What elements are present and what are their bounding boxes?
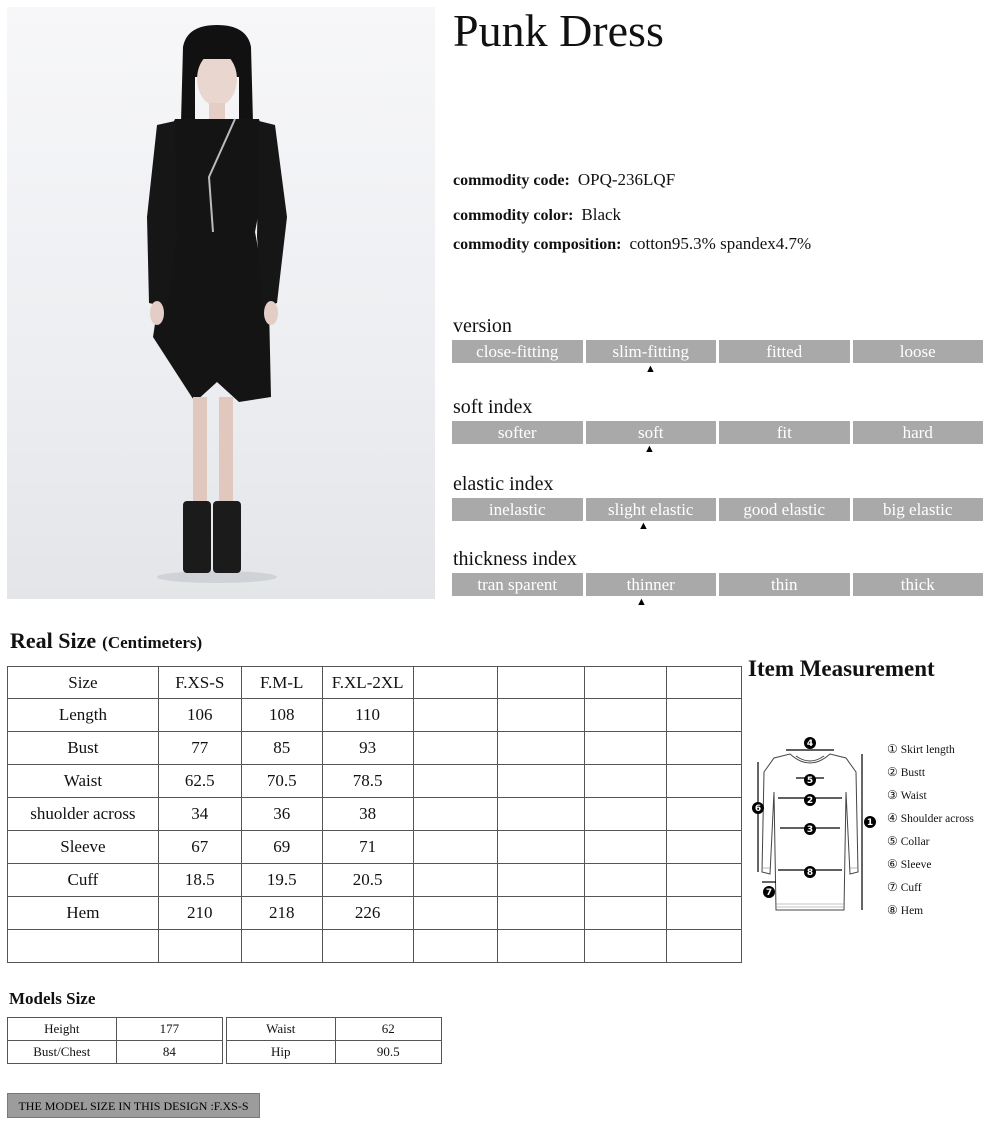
table-cell (667, 864, 742, 897)
table-cell (585, 930, 667, 963)
model-measure-value: 62 (335, 1018, 442, 1041)
commodity-color-label: commodity color: (453, 207, 574, 224)
table-cell (667, 765, 742, 798)
real-size-unit: (Centimeters) (102, 633, 203, 652)
dress-measurement-illustration (750, 732, 885, 917)
model-measure-label: Height (8, 1018, 117, 1041)
thickness-index-option: tran sparent (452, 573, 583, 596)
table-cell (498, 864, 585, 897)
table-row (227, 1041, 442, 1064)
models-size-title: Models Size (9, 989, 96, 1008)
table-row-label: Bust (8, 732, 159, 765)
models-size-table-left (7, 1017, 223, 1064)
table-cell (585, 864, 667, 897)
table-cell (498, 897, 585, 930)
soft-index-option: soft (586, 421, 717, 444)
real-size-table (7, 666, 742, 963)
table-cell (585, 732, 667, 765)
table-cell (498, 798, 585, 831)
table-cell (585, 897, 667, 930)
version-selected-marker: ▲ (645, 363, 656, 375)
table-header-cell (413, 667, 498, 699)
legend-item: ⑦ Cuff (887, 880, 922, 894)
table-cell (413, 930, 498, 963)
table-cell: 218 (241, 897, 322, 930)
table-cell: 34 (158, 798, 241, 831)
soft-index-option: softer (452, 421, 583, 444)
table-cell (667, 699, 742, 732)
elastic-index-option: inelastic (452, 498, 583, 521)
models-size-table-right (226, 1017, 442, 1064)
table-header-cell: F.XS-S (158, 667, 241, 699)
table-cell (585, 798, 667, 831)
table-cell (498, 699, 585, 732)
table-cell: 19.5 (241, 864, 322, 897)
table-cell: 210 (158, 897, 241, 930)
table-cell (667, 831, 742, 864)
elastic-index-selected-marker: ▲ (638, 520, 649, 532)
commodity-color-value: Black (581, 205, 622, 224)
item-measurement-title: Item Measurement (748, 656, 935, 681)
table-cell (585, 699, 667, 732)
table-cell: 38 (322, 798, 413, 831)
legend-item: ⑥ Sleeve (887, 857, 932, 871)
table-row (8, 699, 742, 732)
marker-3-label: 3 (806, 825, 814, 835)
model-measure-label: Hip (227, 1041, 336, 1064)
table-cell (413, 765, 498, 798)
thickness-index-selected-marker: ▲ (636, 596, 647, 608)
table-row-label (8, 930, 159, 963)
version-option: close-fitting (452, 340, 583, 363)
table-cell: 226 (322, 897, 413, 930)
table-cell (241, 930, 322, 963)
table-cell (667, 798, 742, 831)
model-illustration (7, 7, 435, 599)
table-cell: 71 (322, 831, 413, 864)
table-cell (322, 930, 413, 963)
table-header-cell (585, 667, 667, 699)
version-label: version (453, 315, 512, 337)
soft-index-label: soft index (453, 396, 533, 418)
table-row (8, 765, 742, 798)
table-cell: 77 (158, 732, 241, 765)
table-cell (498, 930, 585, 963)
soft-index-scale (452, 421, 983, 444)
version-option: loose (853, 340, 984, 363)
real-size-heading (10, 628, 202, 654)
table-cell (667, 930, 742, 963)
thickness-index-scale (452, 573, 983, 596)
table-row (8, 1041, 223, 1064)
table-cell: 18.5 (158, 864, 241, 897)
table-row (8, 864, 742, 897)
table-cell (413, 831, 498, 864)
table-cell (413, 798, 498, 831)
table-row (8, 732, 742, 765)
model-measure-label: Bust/Chest (8, 1041, 117, 1064)
table-cell (498, 732, 585, 765)
marker-5-label: 5 (806, 776, 814, 786)
measurement-diagram (750, 732, 885, 917)
table-cell (585, 765, 667, 798)
table-row (227, 1018, 442, 1041)
marker-8-label: 8 (806, 868, 814, 878)
table-cell: 93 (322, 732, 413, 765)
table-cell (498, 831, 585, 864)
marker-2-label: 2 (806, 796, 814, 806)
table-header-cell (667, 667, 742, 699)
table-cell: 78.5 (322, 765, 413, 798)
table-row (8, 798, 742, 831)
table-row-label: Length (8, 699, 159, 732)
table-cell (585, 831, 667, 864)
table-cell: 67 (158, 831, 241, 864)
table-row-label: shuolder across (8, 798, 159, 831)
elastic-index-option: good elastic (719, 498, 850, 521)
table-header-row (8, 667, 742, 699)
table-cell: 70.5 (241, 765, 322, 798)
table-cell (413, 699, 498, 732)
table-header-cell (498, 667, 585, 699)
table-row (8, 897, 742, 930)
table-cell: 110 (322, 699, 413, 732)
soft-index-option: fit (719, 421, 850, 444)
product-title: Punk Dress (453, 5, 664, 56)
version-option: slim-fitting (586, 340, 717, 363)
table-header-cell: F.XL-2XL (322, 667, 413, 699)
soft-index-option: hard (853, 421, 984, 444)
version-scale (452, 340, 983, 363)
elastic-index-option: slight elastic (586, 498, 717, 521)
table-cell (667, 732, 742, 765)
measurement-legend (887, 738, 974, 922)
model-measure-value: 84 (116, 1041, 222, 1064)
table-row-label: Cuff (8, 864, 159, 897)
thickness-index-option: thin (719, 573, 850, 596)
table-cell (413, 864, 498, 897)
elastic-index-label: elastic index (453, 473, 554, 495)
table-row-label: Hem (8, 897, 159, 930)
commodity-composition-value: cotton95.3% spandex4.7% (629, 234, 812, 253)
table-row (8, 930, 742, 963)
soft-index-selected-marker: ▲ (644, 443, 655, 455)
table-cell (158, 930, 241, 963)
model-size-note: THE MODEL SIZE IN THIS DESIGN :F.XS-S (7, 1093, 260, 1118)
table-cell: 69 (241, 831, 322, 864)
commodity-code-value: OPQ-236LQF (577, 170, 676, 189)
table-row (8, 831, 742, 864)
table-cell: 20.5 (322, 864, 413, 897)
table-cell (498, 765, 585, 798)
table-row-label: Sleeve (8, 831, 159, 864)
model-measure-label: Waist (227, 1018, 336, 1041)
table-cell: 106 (158, 699, 241, 732)
table-cell (413, 732, 498, 765)
commodity-composition-label: commodity composition: (453, 236, 622, 253)
table-cell: 108 (241, 699, 322, 732)
legend-item: ③ Waist (887, 788, 927, 802)
commodity-composition-row (453, 234, 811, 254)
table-cell: 85 (241, 732, 322, 765)
model-measure-value: 90.5 (335, 1041, 442, 1064)
table-row (8, 1018, 223, 1041)
legend-item: ⑧ Hem (887, 903, 924, 917)
marker-4-label: 4 (806, 739, 814, 749)
marker-7-label: 7 (765, 888, 773, 898)
commodity-code-label: commodity code: (453, 172, 570, 189)
thickness-index-option: thinner (586, 573, 717, 596)
commodity-color-row (453, 205, 621, 225)
legend-item: ① Skirt length (887, 742, 955, 756)
table-row-label: Waist (8, 765, 159, 798)
commodity-code-row (453, 170, 675, 190)
table-cell: 36 (241, 798, 322, 831)
model-measure-value: 177 (116, 1018, 222, 1041)
real-size-title: Real Size (10, 628, 97, 653)
table-cell (667, 897, 742, 930)
thickness-index-option: thick (853, 573, 984, 596)
marker-1-label: 1 (866, 818, 874, 828)
table-header-cell: Size (8, 667, 159, 699)
product-photo (7, 7, 435, 599)
table-cell (413, 897, 498, 930)
legend-item: ⑤ Collar (887, 834, 930, 848)
elastic-index-scale (452, 498, 983, 521)
legend-item: ④ Shoulder across (887, 811, 974, 825)
thickness-index-label: thickness index (453, 548, 577, 570)
table-header-cell: F.M-L (241, 667, 322, 699)
legend-item: ② Bustt (887, 765, 926, 779)
table-cell: 62.5 (158, 765, 241, 798)
marker-6-label: 6 (754, 804, 762, 814)
version-option: fitted (719, 340, 850, 363)
elastic-index-option: big elastic (853, 498, 984, 521)
